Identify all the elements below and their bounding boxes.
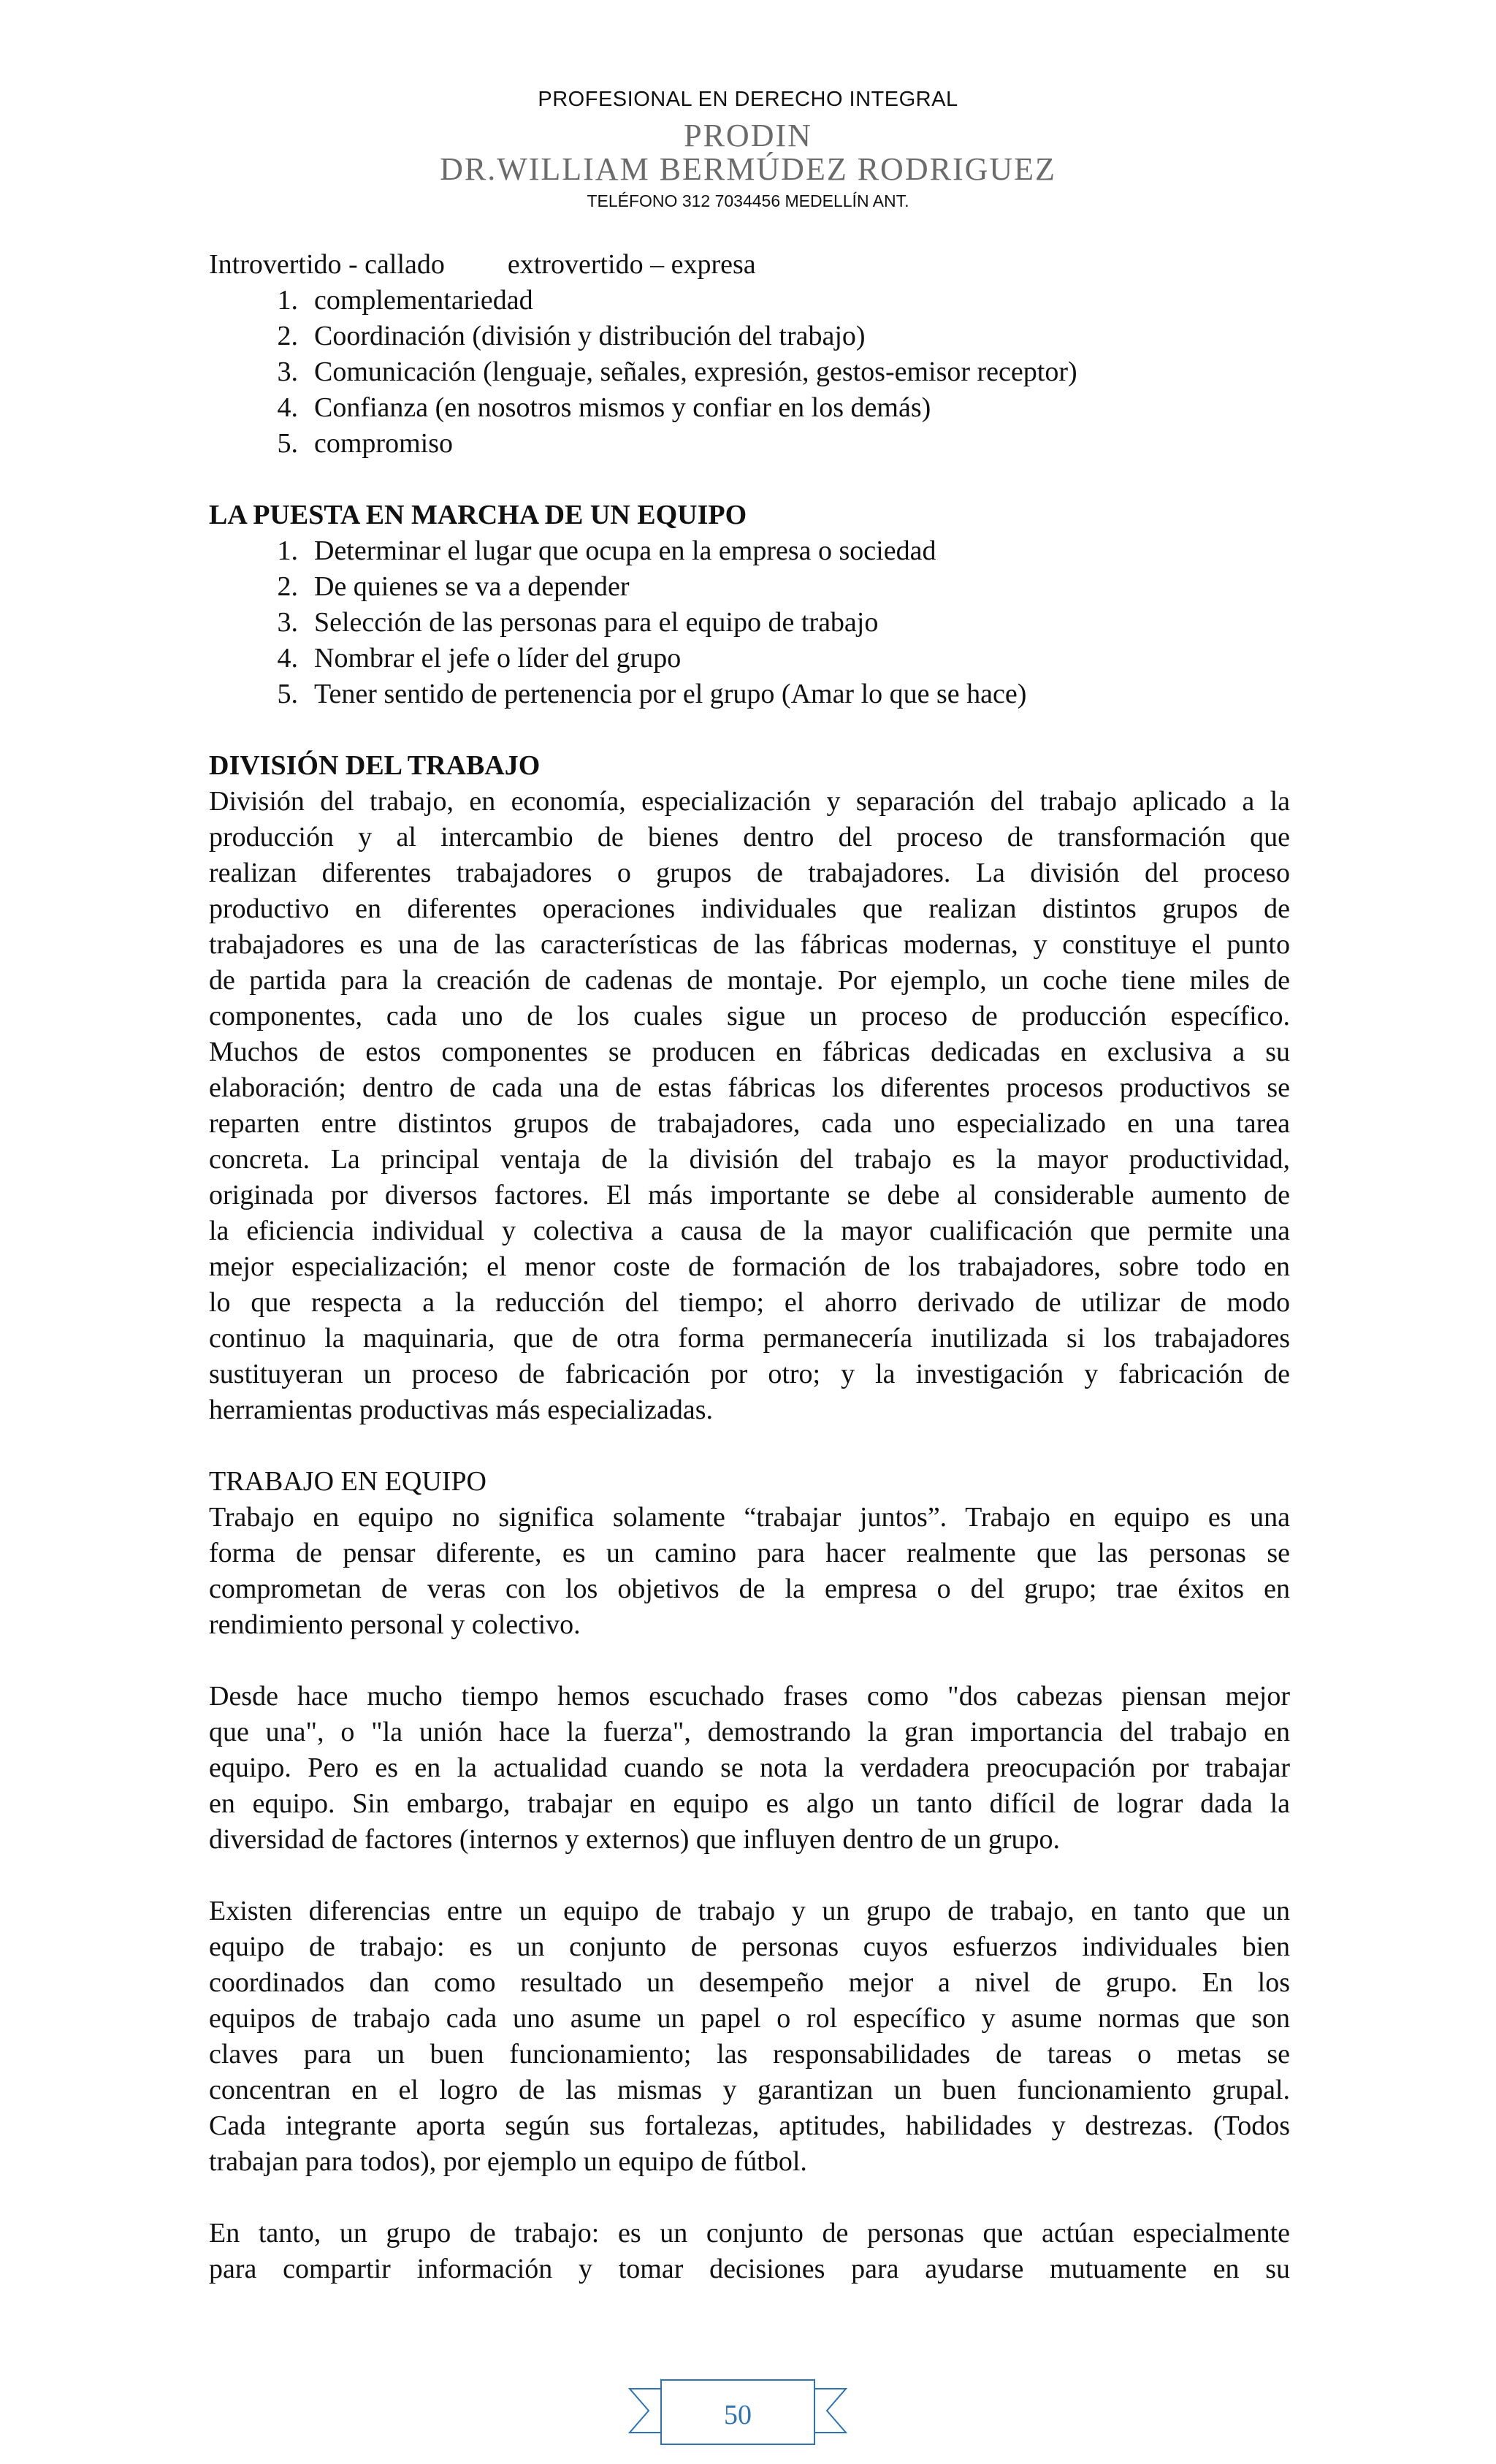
text-line: coordinados dan como resultado un desempeño mejor a nivel de grupo. En los (209, 1967, 1290, 1998)
list-text: Tener sentido de pertenencia por el grupo (Amar lo que se hace) (314, 679, 1027, 709)
text-line: equipos de trabajo cada uno asume un papel o rol específico y asume normas que son (209, 2003, 1290, 2034)
text-line: continuo la maquinaria, que de otra forma permanecería inutilizada si los trabajadores (209, 1323, 1290, 1354)
list-item (209, 283, 1290, 319)
list-text: Selección de las personas para el equipo de trabajo (314, 607, 879, 638)
list-item (209, 641, 1290, 676)
text-line: Desde hace mucho tiempo hemos escuchado frases como "dos cabezas piensan mejor (209, 1681, 1290, 1712)
page-number: 50 (724, 2400, 752, 2430)
list-number: 2. (277, 321, 298, 351)
text-line: claves para un buen funcionamiento; las responsabilidades de tareas o metas se (209, 2039, 1290, 2070)
text-line: diversidad de factores (internos y externos) que influyen dentro de un grupo. (209, 1824, 1060, 1855)
list-item (209, 426, 1290, 462)
list-number: 1. (277, 285, 298, 316)
intro-line (209, 247, 1290, 283)
text-line: elaboración; dentro de cada una de estas fábricas los diferentes procesos productivos se (209, 1072, 1290, 1103)
list-text: Confianza (en nosotros mismos y confiar en los demás) (314, 392, 931, 423)
text-line: mejor especialización; el menor coste de formación de los trabajadores, sobre todo en (209, 1251, 1290, 1282)
text-line: equipo. Pero es en la actualidad cuando se nota la verdadera preocupación por trabajar (209, 1752, 1290, 1783)
text-line: en equipo. Sin embargo, trabajar en equipo es algo un tanto difícil de lograr dada la (209, 1788, 1290, 1819)
paragraph (209, 1500, 1290, 1643)
intro-left: Introvertido - callado (209, 249, 445, 280)
text-line: Trabajo en equipo no significa solamente “trabajar juntos”. Trabajo en equipo es una (209, 1502, 1290, 1533)
text-line: Cada integrante aporta según sus fortalezas, aptitudes, habilidades y destrezas. (Todos (209, 2110, 1290, 2141)
list-text: compromiso (314, 428, 453, 459)
header-line-3: DR.WILLIAM BERMÚDEZ RODRIGUEZ (440, 151, 1056, 187)
list-number: 1. (277, 535, 298, 566)
text-line: lo que respecta a la reducción del tiempo; el ahorro derivado de utilizar de modo (209, 1287, 1290, 1318)
text-line: reparten entre distintos grupos de trabajadores, cada uno especializado en una tarea (209, 1108, 1290, 1139)
text-line: realizan diferentes trabajadores o grupos de trabajadores. La división del proceso (209, 858, 1290, 888)
text-line: trabajan para todos), por ejemplo un equipo de fútbol. (209, 2146, 807, 2177)
list-text: Nombrar el jefe o líder del grupo (314, 643, 682, 674)
text-line: trabajadores es una de las características de las fábricas modernas, y constituye el punto (209, 929, 1290, 960)
text-line: concentran en el logro de las mismas y garantizan un buen funcionamiento grupal. (209, 2075, 1290, 2105)
text-line: rendimiento personal y colectivo. (209, 1609, 581, 1640)
header-line-1: PROFESIONAL EN DERECHO INTEGRAL (538, 88, 958, 111)
text-line: herramientas productivas más especializadas. (209, 1395, 714, 1425)
text-line: la eficiencia individual y colectiva a causa de la mayor cualificación que permite una (209, 1216, 1290, 1246)
text-line: Existen diferencias entre un equipo de trabajo y un grupo de trabajo, en tanto que un (209, 1896, 1290, 1926)
list-item (209, 676, 1290, 712)
paragraph (209, 1679, 1290, 1858)
text-line: originada por diversos factores. El más importante se debe al considerable aumento de (209, 1180, 1290, 1210)
document-body (209, 247, 1290, 2287)
list-number: 5. (277, 428, 298, 459)
intro-right: extrovertido – expresa (507, 249, 756, 280)
section-heading: DIVISIÓN DEL TRABAJO (209, 750, 541, 781)
list-text: Coordinación (división y distribución del trabajo) (314, 321, 866, 351)
list-item (209, 605, 1290, 641)
section-heading: LA PUESTA EN MARCHA DE UN EQUIPO (209, 500, 747, 530)
list-2 (209, 533, 1290, 712)
text-line: equipo de trabajo: es un conjunto de personas cuyos esfuerzos individuales bien (209, 1931, 1290, 1962)
list-number: 3. (277, 607, 298, 638)
list-item (209, 569, 1290, 605)
list-item (209, 533, 1290, 569)
header-line-4: TELÉFONO 312 7034456 MEDELLÍN ANT. (587, 191, 909, 210)
list-item (209, 390, 1290, 426)
header-line-2: PRODIN (684, 118, 812, 153)
text-line: productivo en diferentes operaciones individuales que realizan distintos grupos de (209, 893, 1290, 924)
list-text: complementariedad (314, 285, 533, 316)
text-line: de partida para la creación de cadenas de montaje. Por ejemplo, un coche tiene miles de (209, 965, 1290, 996)
text-line: que una", o "la unión hace la fuerza", demostrando la gran importancia del trabajo en (209, 1717, 1290, 1747)
list-number: 2. (277, 571, 298, 602)
list-number: 5. (277, 679, 298, 709)
text-line: comprometan de veras con los objetivos de la empresa o del grupo; trae éxitos en (209, 1574, 1290, 1604)
list-number: 4. (277, 392, 298, 423)
text-line: En tanto, un grupo de trabajo: es un conjunto de personas que actúan especialmente (209, 2218, 1290, 2249)
text-line: División del trabajo, en economía, especialización y separación del trabajo aplicado a la (209, 786, 1290, 817)
text-line: forma de pensar diferente, es un camino para hacer realmente que las personas se (209, 1538, 1290, 1568)
list-item (209, 319, 1290, 354)
list-item (209, 354, 1290, 390)
list-text: Comunicación (lenguaje, señales, expresión, gestos-emisor receptor) (314, 356, 1077, 387)
list-1 (209, 283, 1290, 462)
list-number: 3. (277, 356, 298, 387)
list-text: Determinar el lugar que ocupa en la empresa o sociedad (314, 535, 936, 566)
paragraph-division-trabajo (209, 784, 1290, 1428)
text-line: componentes, cada uno de los cuales sigue un proceso de producción específico. (209, 1001, 1290, 1031)
text-line: concreta. La principal ventaja de la división del trabajo es la mayor productividad, (209, 1144, 1290, 1175)
list-number: 4. (277, 643, 298, 674)
paragraph (209, 1893, 1290, 2180)
paragraph (209, 2216, 1290, 2287)
list-text: De quienes se va a depender (314, 571, 630, 602)
page-number-banner (628, 2367, 847, 2455)
text-line: sustituyeran un proceso de fabricación por otro; y la investigación y fabricación de (209, 1359, 1290, 1389)
text-line: para compartir información y tomar decisiones para ayudarse mutuamente en su (209, 2254, 1290, 2284)
section-heading: TRABAJO EN EQUIPO (209, 1466, 486, 1497)
text-line: producción y al intercambio de bienes dentro del proceso de transformación que (209, 822, 1290, 853)
text-line: Muchos de estos componentes se producen en fábricas dedicadas en exclusiva a su (209, 1037, 1290, 1067)
